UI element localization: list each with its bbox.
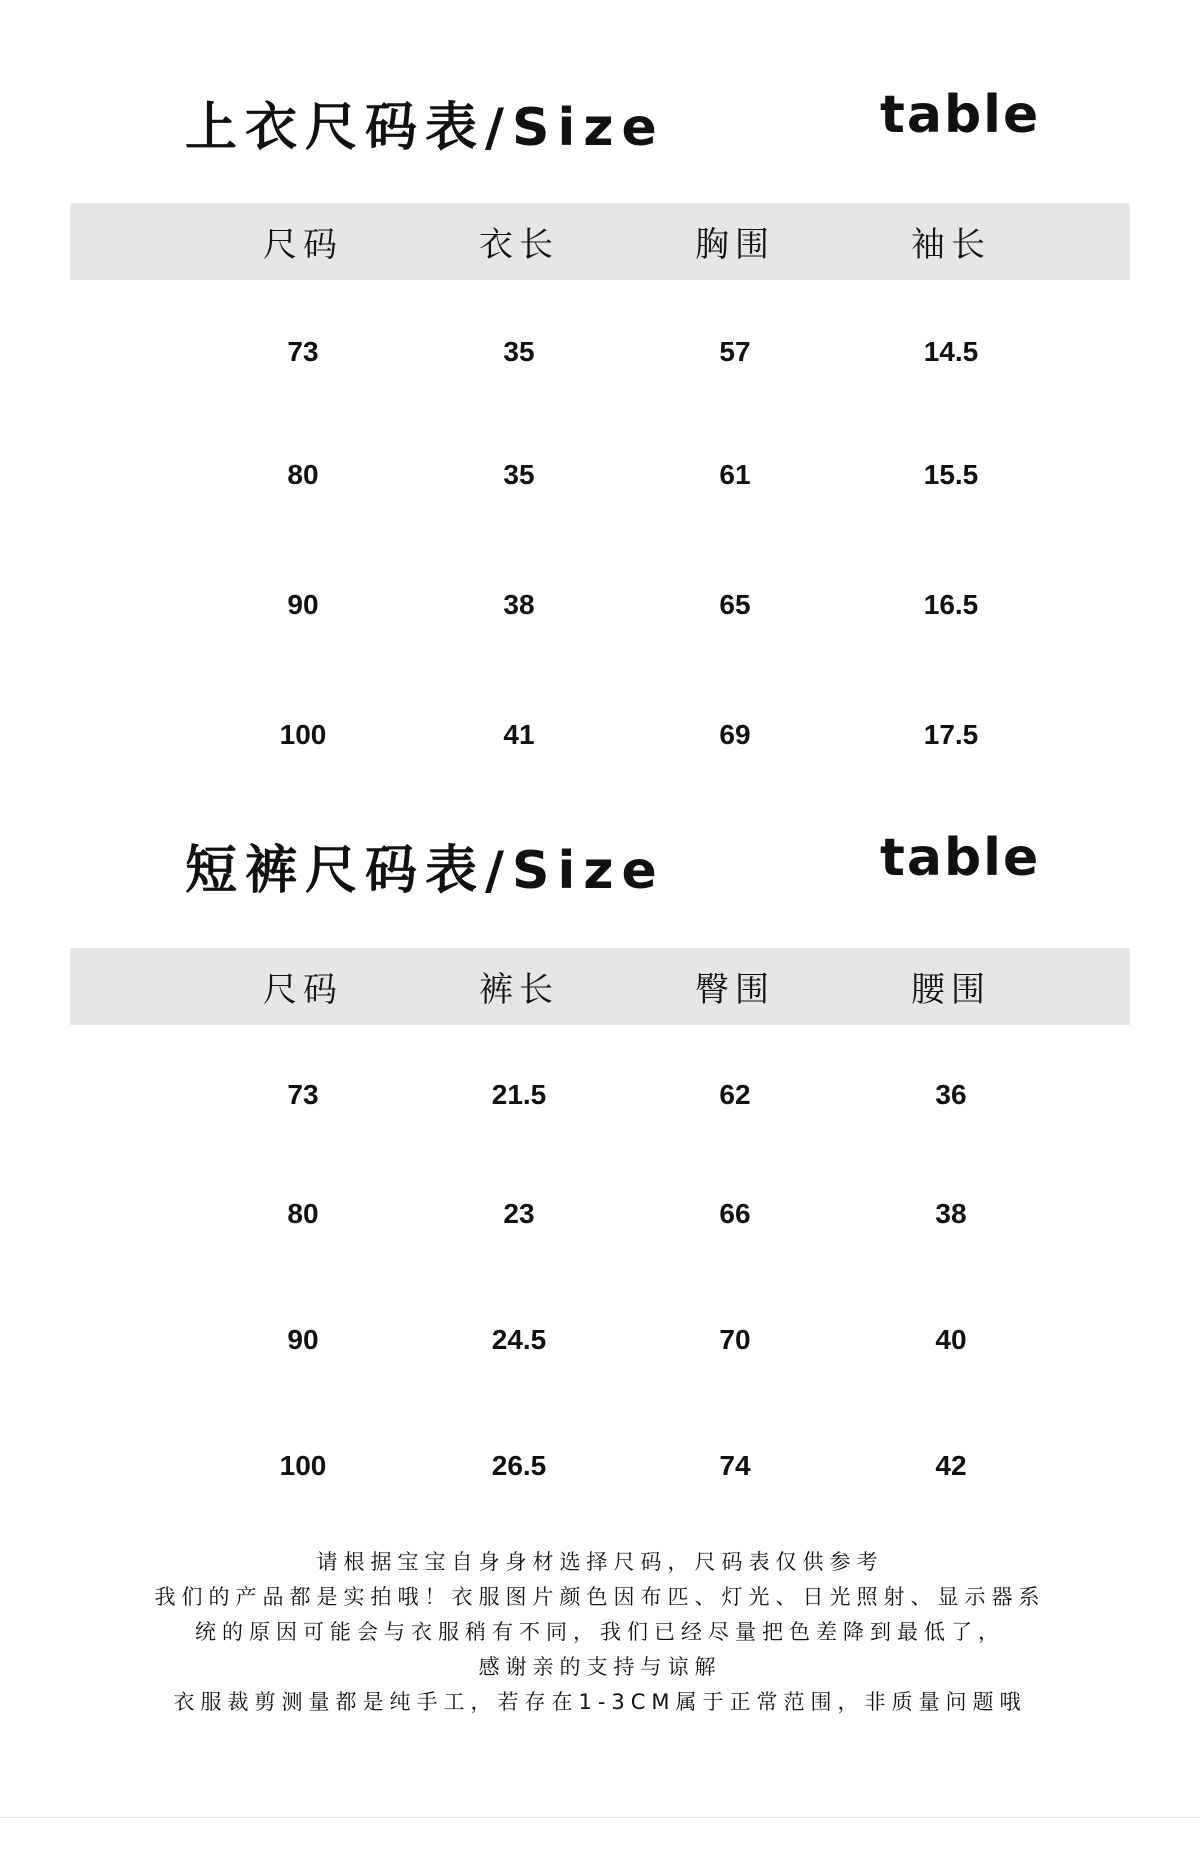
shorts-cell-length: 21.5 bbox=[491, 1078, 547, 1110]
shirt-header-sleeve: 袖长 bbox=[911, 225, 991, 265]
shirt-header-length: 衣长 bbox=[479, 225, 559, 265]
size-notes bbox=[0, 1545, 1200, 1720]
shirt-size-table bbox=[70, 203, 1130, 800]
shirt-size-table-title bbox=[0, 75, 1200, 165]
shorts-cell-waist: 36 bbox=[935, 1078, 967, 1110]
shorts-header-size: 尺码 bbox=[263, 970, 343, 1010]
note-line: 感谢亲的支持与谅解 bbox=[478, 1655, 722, 1679]
shirt-cell-length: 35 bbox=[503, 335, 535, 367]
shirt-cell-length: 38 bbox=[503, 589, 535, 620]
shorts-cell-size: 73 bbox=[287, 1078, 319, 1110]
shirt-cell-length: 41 bbox=[503, 719, 535, 750]
shorts-cell-size: 90 bbox=[287, 1324, 319, 1355]
shorts-title-main: 短裤尺码表/Size bbox=[185, 841, 665, 901]
shirt-cell-sleeve: 14.5 bbox=[923, 335, 979, 367]
shorts-cell-size: 100 bbox=[279, 1450, 327, 1481]
note-line: 请根据宝宝自身身材选择尺码，尺码表仅供参考 bbox=[316, 1550, 884, 1574]
shorts-cell-hip: 74 bbox=[719, 1450, 751, 1481]
shirt-cell-sleeve: 16.5 bbox=[923, 589, 979, 620]
shirt-cell-size: 90 bbox=[287, 589, 319, 620]
table-row bbox=[70, 540, 1130, 670]
shirt-header-size: 尺码 bbox=[263, 225, 343, 265]
shirt-cell-length: 35 bbox=[503, 459, 535, 490]
shorts-size-table-title bbox=[0, 818, 1200, 908]
shirt-cell-chest: 61 bbox=[719, 459, 751, 490]
shirt-cell-sleeve: 17.5 bbox=[923, 719, 979, 750]
shorts-cell-length: 23 bbox=[503, 1198, 535, 1229]
shirt-cell-size: 73 bbox=[287, 335, 319, 367]
shorts-cell-hip: 62 bbox=[719, 1078, 751, 1110]
shorts-header-hip: 臀围 bbox=[695, 970, 775, 1010]
shorts-header-length: 裤长 bbox=[479, 970, 559, 1010]
table-row bbox=[70, 1277, 1130, 1403]
shirt-cell-sleeve: 15.5 bbox=[923, 459, 979, 490]
shorts-title-en: table bbox=[880, 828, 1041, 888]
table-row bbox=[70, 1403, 1130, 1529]
table-row bbox=[70, 280, 1130, 410]
shirt-header-chest: 胸围 bbox=[695, 225, 775, 265]
shorts-cell-length: 26.5 bbox=[491, 1450, 547, 1481]
bottom-divider bbox=[0, 1817, 1200, 1818]
table-row bbox=[70, 1025, 1130, 1151]
shirt-cell-chest: 57 bbox=[719, 335, 751, 367]
shirt-cell-chest: 65 bbox=[719, 589, 751, 620]
shirt-title-en: table bbox=[880, 85, 1041, 145]
shirt-cell-size: 100 bbox=[279, 719, 327, 750]
table-row bbox=[70, 670, 1130, 800]
shorts-table-header-row bbox=[70, 948, 1130, 1025]
shorts-cell-waist: 40 bbox=[935, 1324, 967, 1355]
shorts-cell-waist: 42 bbox=[935, 1450, 967, 1481]
table-row bbox=[70, 1151, 1130, 1277]
note-line: 统的原因可能会与衣服稍有不同，我们已经尽量把色差降到最低了， bbox=[195, 1620, 1005, 1644]
shorts-cell-length: 24.5 bbox=[491, 1324, 547, 1355]
shirt-table-header-row bbox=[70, 203, 1130, 280]
shorts-cell-size: 80 bbox=[287, 1198, 319, 1229]
table-row bbox=[70, 410, 1130, 540]
shorts-cell-hip: 70 bbox=[719, 1324, 751, 1355]
shorts-header-waist: 腰围 bbox=[911, 970, 991, 1010]
shorts-size-table bbox=[70, 948, 1130, 1529]
note-line: 衣服裁剪测量都是纯手工，若存在1-3CM属于正常范围，非质量问题哦 bbox=[173, 1690, 1027, 1714]
shirt-cell-size: 80 bbox=[287, 459, 319, 490]
shorts-cell-waist: 38 bbox=[935, 1198, 967, 1229]
note-line: 我们的产品都是实拍哦！衣服图片颜色因布匹、灯光、日光照射、显示器系 bbox=[154, 1585, 1046, 1609]
shirt-cell-chest: 69 bbox=[719, 719, 751, 750]
shorts-cell-hip: 66 bbox=[719, 1198, 751, 1229]
shirt-title-main: 上衣尺码表/Size bbox=[185, 98, 665, 158]
